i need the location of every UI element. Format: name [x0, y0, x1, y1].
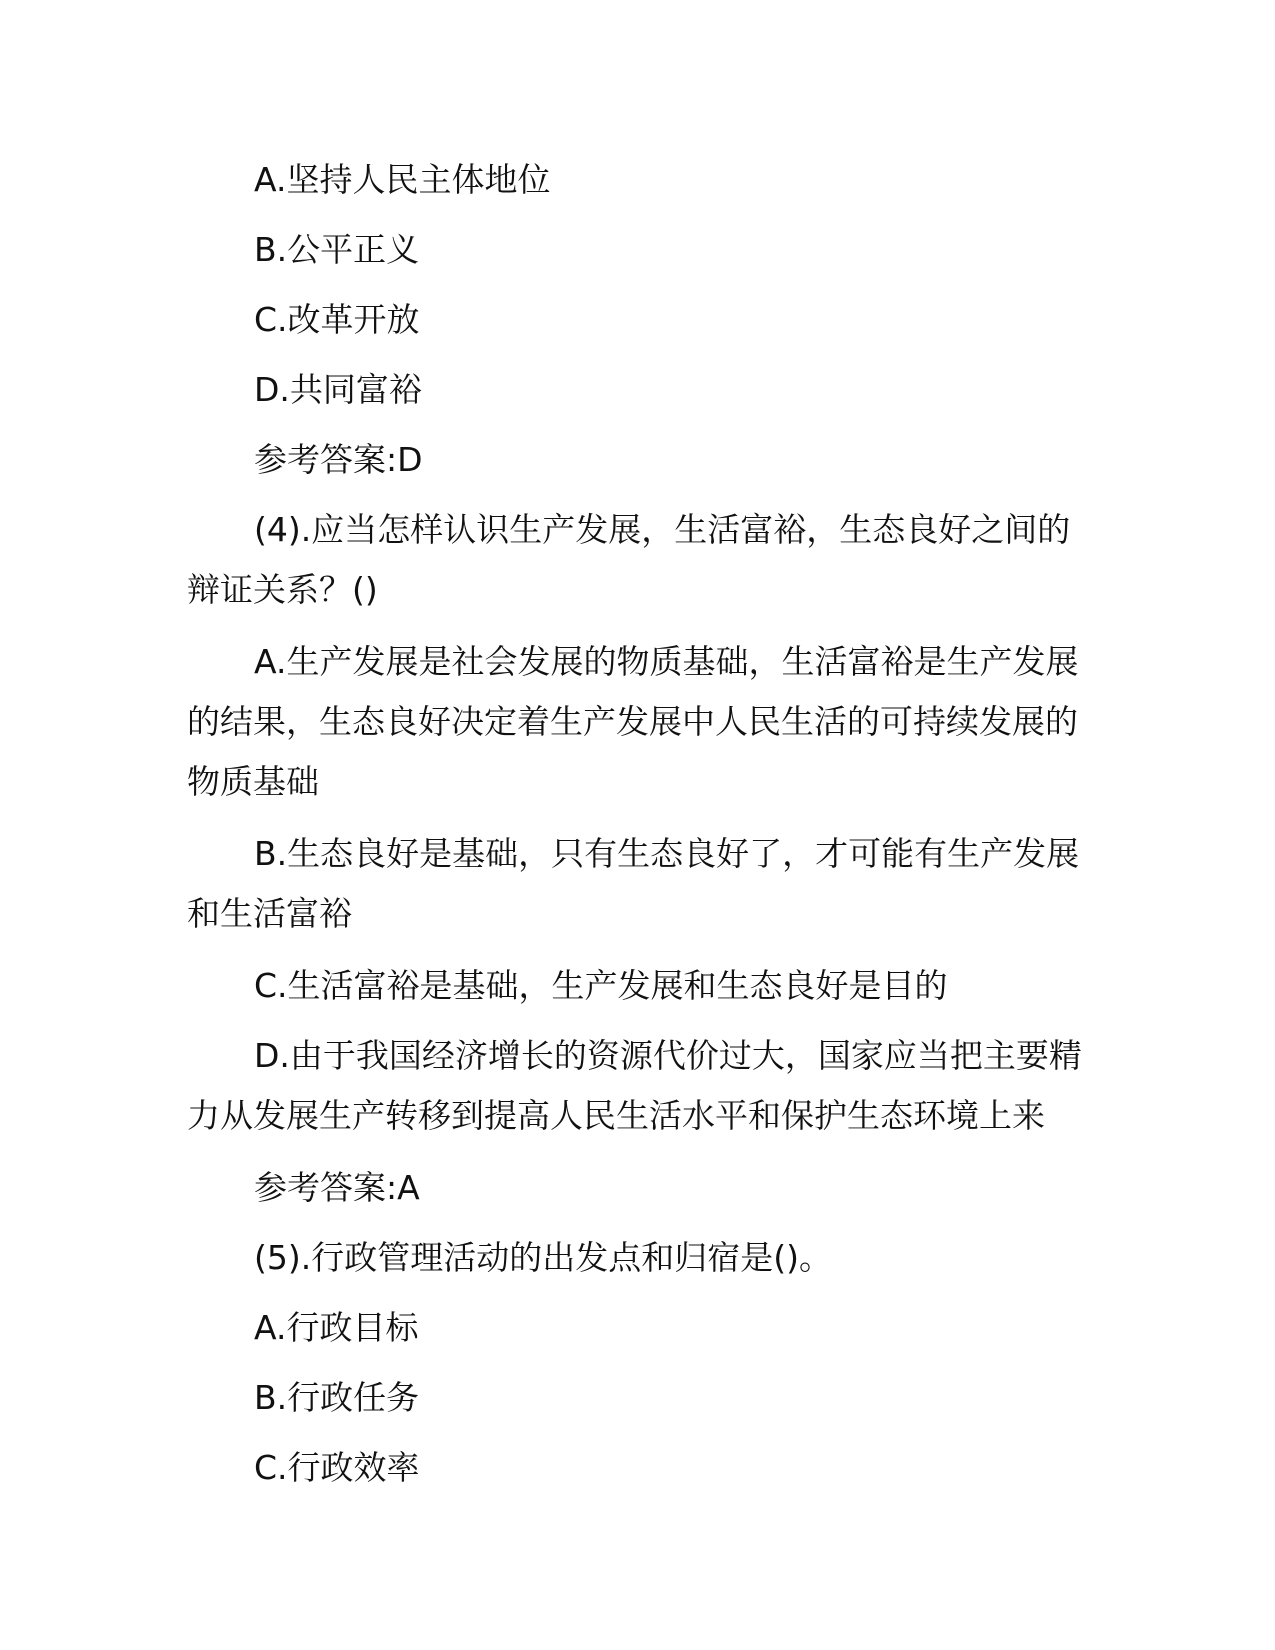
- q3-option-a: A.坚持人民主体地位: [254, 160, 551, 199]
- q3-option-c: C.改革开放: [254, 300, 420, 339]
- q4-option-b: B.生态良好是基础，只有生态良好了，才可能有生产发展和生活富裕: [187, 834, 1080, 933]
- q5-option-c: C.行政效率: [254, 1448, 420, 1487]
- q5-question: (5).行政管理活动的出发点和归宿是()。: [254, 1238, 832, 1277]
- q5-option-a: A.行政目标: [254, 1308, 419, 1347]
- document-body: [187, 150, 1090, 1508]
- q4-option-a: A.生产发展是社会发展的物质基础，生活富裕是生产发展的结果，生态良好决定着生产发展中人民生活的可持续发展的物质基础: [187, 642, 1079, 801]
- q3-option-d: D.共同富裕: [254, 370, 422, 409]
- q4-answer: 参考答案:A: [254, 1168, 420, 1207]
- q5-option-b: B.行政任务: [254, 1378, 420, 1417]
- q4-option-c: C.生活富裕是基础，生产发展和生态良好是目的: [254, 966, 948, 1005]
- q3-answer: 参考答案:D: [254, 440, 423, 479]
- q4-option-d: D.由于我国经济增长的资源代价过大，国家应当把主要精力从发展生产转移到提高人民生活水平和保护生态环境上来: [187, 1036, 1082, 1135]
- q4-question: (4).应当怎样认识生产发展，生活富裕，生态良好之间的辩证关系？(): [187, 510, 1071, 609]
- q3-option-b: B.公平正义: [254, 230, 420, 269]
